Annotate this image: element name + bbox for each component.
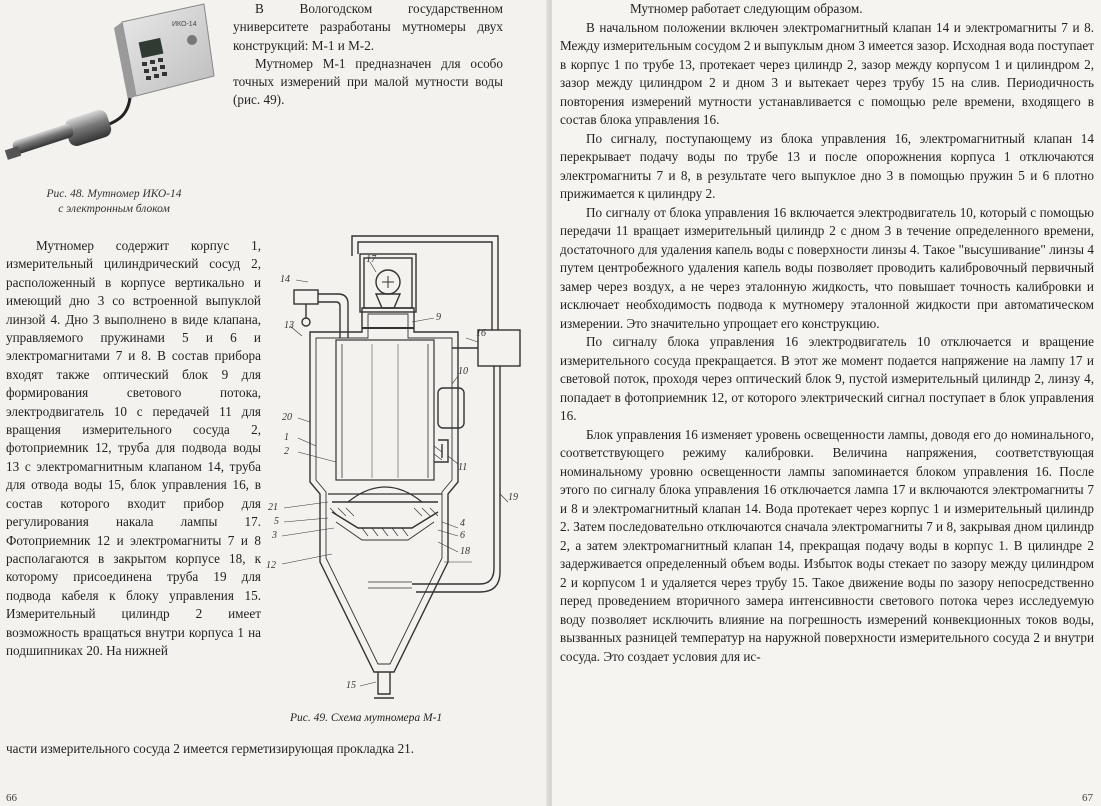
- label-9: 9: [436, 312, 441, 323]
- label-17: 17: [366, 254, 376, 265]
- label-3: 3: [272, 530, 277, 541]
- label-12: 12: [266, 560, 276, 571]
- device-display-label: ИКО-14: [172, 21, 197, 28]
- right-paragraph-5: По сигналу блока управления 16 электродвигатель 10 отключается и вращение измерительного сосуда прекращается. В этот же момент подается напряжение на лампу 17 и световой поток, проходя через оптический блок 9, пустой измерительный цилиндр 2, линзу 4, попадает в фотоприемник 12, от которого электрический сигнал поступает в блок управления 16.: [560, 334, 1094, 423]
- label-20: 20: [282, 412, 292, 423]
- right-body-text: [560, 0, 1094, 666]
- label-14: 14: [280, 274, 290, 285]
- label-13: 13: [284, 320, 294, 331]
- right-page-number: 67: [1082, 792, 1093, 804]
- right-page: [552, 0, 1101, 806]
- figure-48-caption-line2: с электронным блоком: [58, 203, 170, 215]
- left-page-number: 66: [6, 792, 17, 804]
- label-2: 2: [284, 446, 289, 457]
- left-page: [0, 0, 548, 806]
- label-11: 11: [458, 462, 468, 473]
- figure-49-caption: Рис. 49. Схема мутномера М-1: [290, 712, 443, 724]
- label-19: 19: [508, 492, 518, 503]
- right-paragraph-4: По сигналу от блока управления 16 включается электродвигатель 10, который с помощью передачи 11 вращает измерительный цилиндр 2 с дном 3 в течение определенного времени, достаточного для удаления капель воды с поверхности линзы 4. Такое "высушивание" линзы 4 путем центробежного удаления капель воды позволяет проводить калибровочный первичный замер через воздух, а не через эталонную жидкость, что повышает точность калибровки и исключает необходимость подвода к мутномеру эталонной жидкости при автоматическом измерении. Это значительно упрощает его конструкцию.: [560, 204, 1094, 331]
- label-21: 21: [268, 502, 278, 513]
- label-4: 4: [460, 518, 465, 529]
- label-10: 10: [458, 366, 468, 377]
- right-paragraph-2: В начальном положении включен электромагнитный клапан 14 и электромагниты 7 и 8. Между измерительным сосудом 2 и выпуклым дном 3 имеется зазор. Исходная вода поступает в корпус 1 по трубе 13, протекает через цилиндр 2, зазор между корпусом 1 и цилиндром 2, зазор между цилиндром 2 и дном 3 и вытекает через трубу 15 на слив. Периодичность повторения измерений мутности устанавливается с помощью реле времени, входящего в состав блока управления 16.: [560, 19, 1094, 127]
- intro-text: [233, 0, 503, 110]
- intro-paragraph-1: В Вологодском государственном университете разработаны мутномеры двух конструкций: М-1 и М-2.: [233, 1, 503, 53]
- right-paragraph-6: Блок управления 16 изменяет уровень освещенности лампы, доводя его до номинального, соответствующего режиму калибровки. Величина напряжения, соответствующая номинальному уровню освещенности лампы запоминается блоком управления 16. После этого по сигналу блока управления 16 отключается лампа 17 и включаются электромагниты 7 и 8 и электромагнитный клапан 14. Вода протекает через корпус 1 и измерительный цилиндр 2. Затем последовательно отключаются сначала электромагниты 7 и 8, закрывая дном цилиндр 2, а затем электромагнитный клапан 14, прекращая подачу воды в корпус 1. В цилиндре 2 задерживается определенный объем воды. Избыток воды стекает по зазору между цилиндром 2 и корпусом 1 и удаляется через трубу 15. Такое движение воды по зазору непосредственно перед проведением вторичного замера интенсивности светового потока через исследуемую воду позволяет исключить влияние на погрешность измерений конвекционных токов воды, вызванных разницей температур на наружной поверхности измерительного сосуда 2 и внутри сосуда. Это создает условия для ис-: [560, 426, 1094, 664]
- left-body-column: [6, 237, 261, 660]
- intro-paragraph-2: Мутномер М-1 предназначен для особо точных измерений при малой мутности воды (рис. 49).: [233, 55, 503, 108]
- figure-48-caption: [0, 187, 228, 217]
- device-photo: [4, 2, 222, 174]
- right-paragraph-3: По сигналу, поступающему из блока управления 16, электромагнитный клапан 14 перекрывает подачу воды по трубе 13 и после опорожнения корпуса 1 отключаются электромагниты 7 и 8, в результате чего выпуклое дно 3 в помощью пружин 5 и 6 плотно прижимается к цилиндру 2.: [560, 130, 1094, 201]
- left-body-paragraph: Мутномер содержит корпус 1, измерительный цилиндрический сосуд 2, расположенный в корпусе вертикально и имеющий дно 3 со встроенной выпуклой линзой 4. Дно 3 выполнено в виде клапана, управляемого пружинами 5 и 6 и электромагнитами 7 и 8. В состав прибора входят также оптический блок 9 для формирования светового потока, электродвигатель 10 с передачей 11 для вращения измерительного сосуда 2, фотоприемник 12, труба для подвода воды 13 с электромагнитным клапаном 14, труба для отвода воды 15, блок управления 16, в состав которого входит прибор для регулирования накала лампы 17. Фотоприемник 12 и электромагниты 7 и 8 располагаются в закрытом корпусе 18, к которому присоединена труба 19 для подвода кабеля к блоку управления 15. Измерительный цилиндр 2 имеет возможность вращаться внутри корпуса 1 на подшипниках 20. На нижней: [6, 238, 261, 658]
- left-body-last-line: части измерительного сосуда 2 имеется герметизирующая прокладка 21.: [6, 741, 415, 756]
- label-16: 16: [476, 328, 486, 339]
- label-5: 5: [274, 516, 279, 527]
- right-paragraph-1: Мутномер работает следующим образом.: [630, 1, 863, 16]
- label-6: 6: [460, 530, 465, 541]
- label-15: 15: [346, 680, 356, 691]
- label-18: 18: [460, 546, 470, 557]
- figure-48-caption-line1: Рис. 48. Мутномер ИКО-14: [46, 188, 182, 200]
- label-1: 1: [284, 432, 289, 443]
- turbidimeter-schematic: [262, 232, 534, 712]
